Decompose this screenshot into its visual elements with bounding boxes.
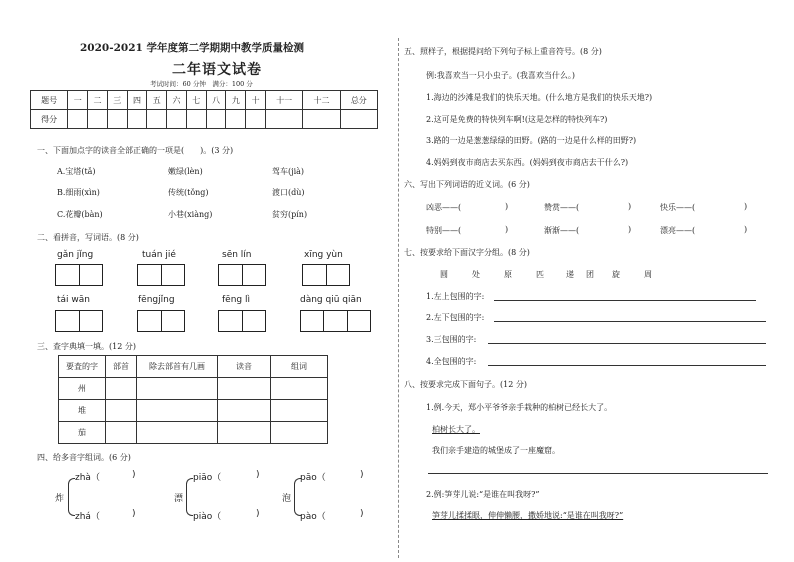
score-cell: 七 bbox=[186, 91, 206, 110]
q7-item: 4.全包围的字: bbox=[426, 357, 477, 366]
q7-char: 匹 bbox=[536, 270, 544, 279]
answer-line[interactable] bbox=[428, 473, 768, 474]
paren-close: ) bbox=[505, 202, 509, 211]
writing-box[interactable] bbox=[218, 264, 266, 286]
answer-cell[interactable] bbox=[137, 422, 218, 444]
table-cell: 堆 bbox=[59, 400, 106, 422]
answer-line[interactable] bbox=[488, 343, 766, 344]
writing-box[interactable] bbox=[302, 264, 350, 286]
q8-example-answer: 笋芽儿揉揉眼，伸伸懒腰，撒娇地说:“是谁在叫我呀?” bbox=[432, 511, 624, 520]
table-header: 读音 bbox=[218, 356, 271, 378]
answer-line[interactable] bbox=[488, 365, 766, 366]
score-input[interactable] bbox=[206, 110, 226, 129]
q6-item: 凶恶——( bbox=[426, 203, 462, 212]
score-input[interactable] bbox=[88, 110, 108, 129]
q3-title: 三、查字典填一填。(12 分) bbox=[37, 342, 136, 351]
score-input[interactable] bbox=[303, 110, 340, 129]
score-input[interactable] bbox=[226, 110, 246, 129]
score-cell: 九 bbox=[226, 91, 246, 110]
q8-task: 我们亲手建造的城堡成了一座魔窟。 bbox=[432, 446, 560, 455]
answer-line[interactable] bbox=[494, 321, 766, 322]
q8-example-answer: 柏树长大了。 bbox=[432, 425, 480, 434]
paren-close: ) bbox=[360, 470, 364, 480]
q5-item: 4.妈妈到夜市商店去买东西。(妈妈到夜市商店去干什么?) bbox=[426, 158, 629, 167]
q6-item: 快乐——( bbox=[660, 203, 696, 212]
q1-option: A.宝塔(tǎ) bbox=[57, 167, 96, 176]
q7-char: 原 bbox=[504, 270, 512, 279]
paren-close: ) bbox=[256, 509, 260, 519]
paren-close: ) bbox=[132, 470, 136, 480]
q7-char: 处 bbox=[472, 270, 480, 279]
polyphone-char: 炸 bbox=[55, 494, 65, 504]
pinyin: xīng yùn bbox=[304, 250, 343, 260]
writing-box[interactable] bbox=[218, 310, 266, 332]
q7-item: 1.左上包围的字: bbox=[426, 292, 485, 301]
q7-char: 团 bbox=[586, 270, 594, 279]
paren-close: ) bbox=[505, 225, 509, 234]
paren-close: ) bbox=[360, 509, 364, 519]
score-cell: 十 bbox=[246, 91, 266, 110]
q1-option: 驾车(jià) bbox=[272, 167, 305, 176]
answer-line[interactable] bbox=[494, 300, 756, 301]
polyphone-char: 漂 bbox=[174, 494, 184, 504]
q1-option: C.花瓣(bàn) bbox=[57, 210, 103, 219]
score-cell: 一 bbox=[68, 91, 88, 110]
table-header: 除去部首有几画 bbox=[137, 356, 218, 378]
score-cell: 十一 bbox=[265, 91, 302, 110]
answer-cell[interactable] bbox=[106, 422, 137, 444]
score-cell: 四 bbox=[127, 91, 147, 110]
score-cell: 十二 bbox=[303, 91, 340, 110]
score-input[interactable] bbox=[186, 110, 206, 129]
pinyin: sēn lín bbox=[222, 250, 252, 260]
q6-item: 漂亮——( bbox=[660, 226, 696, 235]
q7-title: 七、按要求给下面汉字分组。(8 分) bbox=[404, 248, 530, 257]
q6-item: 赞赏——( bbox=[544, 203, 580, 212]
q5-item: 2.这可是免费的特快列车啊!(这是怎样的特快列车?) bbox=[426, 115, 608, 124]
q5-item: 1.海边的沙滩是我们的快乐天地。(什么地方是我们的快乐天地?) bbox=[426, 93, 653, 102]
brace bbox=[68, 478, 75, 516]
table-header: 部首 bbox=[106, 356, 137, 378]
answer-cell[interactable] bbox=[218, 422, 271, 444]
q1-option: 传统(tǒng) bbox=[168, 188, 209, 197]
pinyin: dàng qiū qiān bbox=[300, 295, 362, 305]
exam-subtitle: 二年语文试卷 bbox=[172, 62, 262, 78]
q5-example: 例:我喜欢当一只小虫子。(我喜欢当什么。) bbox=[426, 71, 575, 80]
paren-close: ) bbox=[744, 225, 748, 234]
answer-cell[interactable] bbox=[271, 378, 328, 400]
score-input[interactable] bbox=[167, 110, 187, 129]
polyphone-reading: piào（ bbox=[193, 512, 222, 522]
score-cell: 总分 bbox=[340, 91, 377, 110]
paren-close: ) bbox=[628, 202, 632, 211]
pinyin: tái wān bbox=[57, 295, 90, 305]
polyphone-char: 泡 bbox=[282, 494, 292, 504]
q7-char: 周 bbox=[644, 270, 652, 279]
q1-option: B.细雨(xìn) bbox=[57, 188, 100, 197]
q1-option: 贫穷(pín) bbox=[272, 210, 308, 219]
pinyin: fēng lì bbox=[222, 295, 250, 305]
pinyin: fēngjǐng bbox=[138, 295, 175, 305]
score-cell: 二 bbox=[88, 91, 108, 110]
q5-title: 五、照样子，根据提问给下列句子标上重音符号。(8 分) bbox=[404, 47, 602, 56]
q8-title: 八、按要求完成下面句子。(12 分) bbox=[404, 380, 527, 389]
q8-example: 2.例:笋芽儿说:“是谁在叫我呀?” bbox=[426, 490, 540, 499]
answer-cell[interactable] bbox=[106, 378, 137, 400]
answer-cell[interactable] bbox=[137, 378, 218, 400]
writing-box[interactable] bbox=[300, 310, 371, 332]
score-cell: 八 bbox=[206, 91, 226, 110]
q7-item: 3.三包围的字: bbox=[426, 335, 477, 344]
answer-cell[interactable] bbox=[271, 422, 328, 444]
q6-item: 渐渐——( bbox=[544, 226, 580, 235]
q6-title: 六、写出下列词语的近义词。(6 分) bbox=[404, 180, 530, 189]
polyphone-reading: pào（ bbox=[300, 512, 326, 522]
table-cell: 茄 bbox=[59, 422, 106, 444]
writing-box[interactable] bbox=[55, 310, 103, 332]
answer-cell[interactable] bbox=[137, 400, 218, 422]
paren-close: ) bbox=[256, 470, 260, 480]
writing-box[interactable] bbox=[137, 310, 185, 332]
column-divider bbox=[398, 38, 399, 558]
polyphone-reading: pāo（ bbox=[300, 473, 326, 483]
exam-title: 2020-2021 学年度第二学期期中教学质量检测 bbox=[80, 42, 304, 54]
score-cell: 三 bbox=[107, 91, 127, 110]
score-input[interactable] bbox=[340, 110, 377, 129]
q7-char: 递 bbox=[566, 270, 574, 279]
table-cell: 州 bbox=[59, 378, 106, 400]
q7-item: 2.左下包围的字: bbox=[426, 313, 485, 322]
score-input[interactable] bbox=[68, 110, 88, 129]
score-input[interactable] bbox=[127, 110, 147, 129]
pinyin: gǎn jǐng bbox=[57, 250, 94, 260]
q7-char: 圆 bbox=[440, 270, 448, 279]
pinyin: tuán jié bbox=[142, 250, 176, 260]
answer-cell[interactable] bbox=[218, 400, 271, 422]
score-cell: 题号 bbox=[31, 91, 68, 110]
writing-box[interactable] bbox=[55, 264, 103, 286]
answer-cell[interactable] bbox=[271, 400, 328, 422]
dictionary-table bbox=[58, 355, 328, 444]
table-header: 组词 bbox=[271, 356, 328, 378]
answer-cell[interactable] bbox=[218, 378, 271, 400]
q6-item: 特别——( bbox=[426, 226, 462, 235]
polyphone-reading: zhá（ bbox=[75, 512, 100, 522]
score-input[interactable] bbox=[265, 110, 302, 129]
writing-box[interactable] bbox=[137, 264, 185, 286]
q1-option: 小巷(xiàng) bbox=[168, 210, 213, 219]
score-input[interactable] bbox=[147, 110, 167, 129]
paren-close: ) bbox=[744, 202, 748, 211]
q1-option: 渡口(dù) bbox=[272, 188, 305, 197]
score-cell: 得分 bbox=[31, 110, 68, 129]
polyphone-reading: zhà（ bbox=[75, 473, 100, 483]
paren-close: ) bbox=[628, 225, 632, 234]
brace bbox=[186, 478, 193, 516]
q5-item: 3.路的一边是葱葱绿绿的田野。(路的一边是什么样的田野?) bbox=[426, 136, 637, 145]
q8-example: 1.例.今天，郑小平爷爷亲手栽种的柏树已经长大了。 bbox=[426, 403, 613, 412]
q4-title: 四、给多音字组词。(6 分) bbox=[37, 453, 131, 462]
answer-cell[interactable] bbox=[106, 400, 137, 422]
score-input[interactable] bbox=[107, 110, 127, 129]
q1-option: 嫩绿(lèn) bbox=[168, 167, 203, 176]
score-cell: 五 bbox=[147, 91, 167, 110]
exam-info: 考试时间：60 分钟 满分：100 分 bbox=[150, 80, 253, 88]
polyphone-reading: piāo（ bbox=[193, 473, 222, 483]
q1-title: 一、下面加点字的读音全部正确的一项是( )。(3 分) bbox=[37, 146, 234, 155]
q2-title: 二、看拼音，写词语。(8 分) bbox=[37, 233, 139, 242]
q7-char: 旋 bbox=[612, 270, 620, 279]
score-table bbox=[30, 90, 378, 129]
table-header: 要査的字 bbox=[59, 356, 106, 378]
score-input[interactable] bbox=[246, 110, 266, 129]
score-cell: 六 bbox=[167, 91, 187, 110]
paren-close: ) bbox=[132, 509, 136, 519]
